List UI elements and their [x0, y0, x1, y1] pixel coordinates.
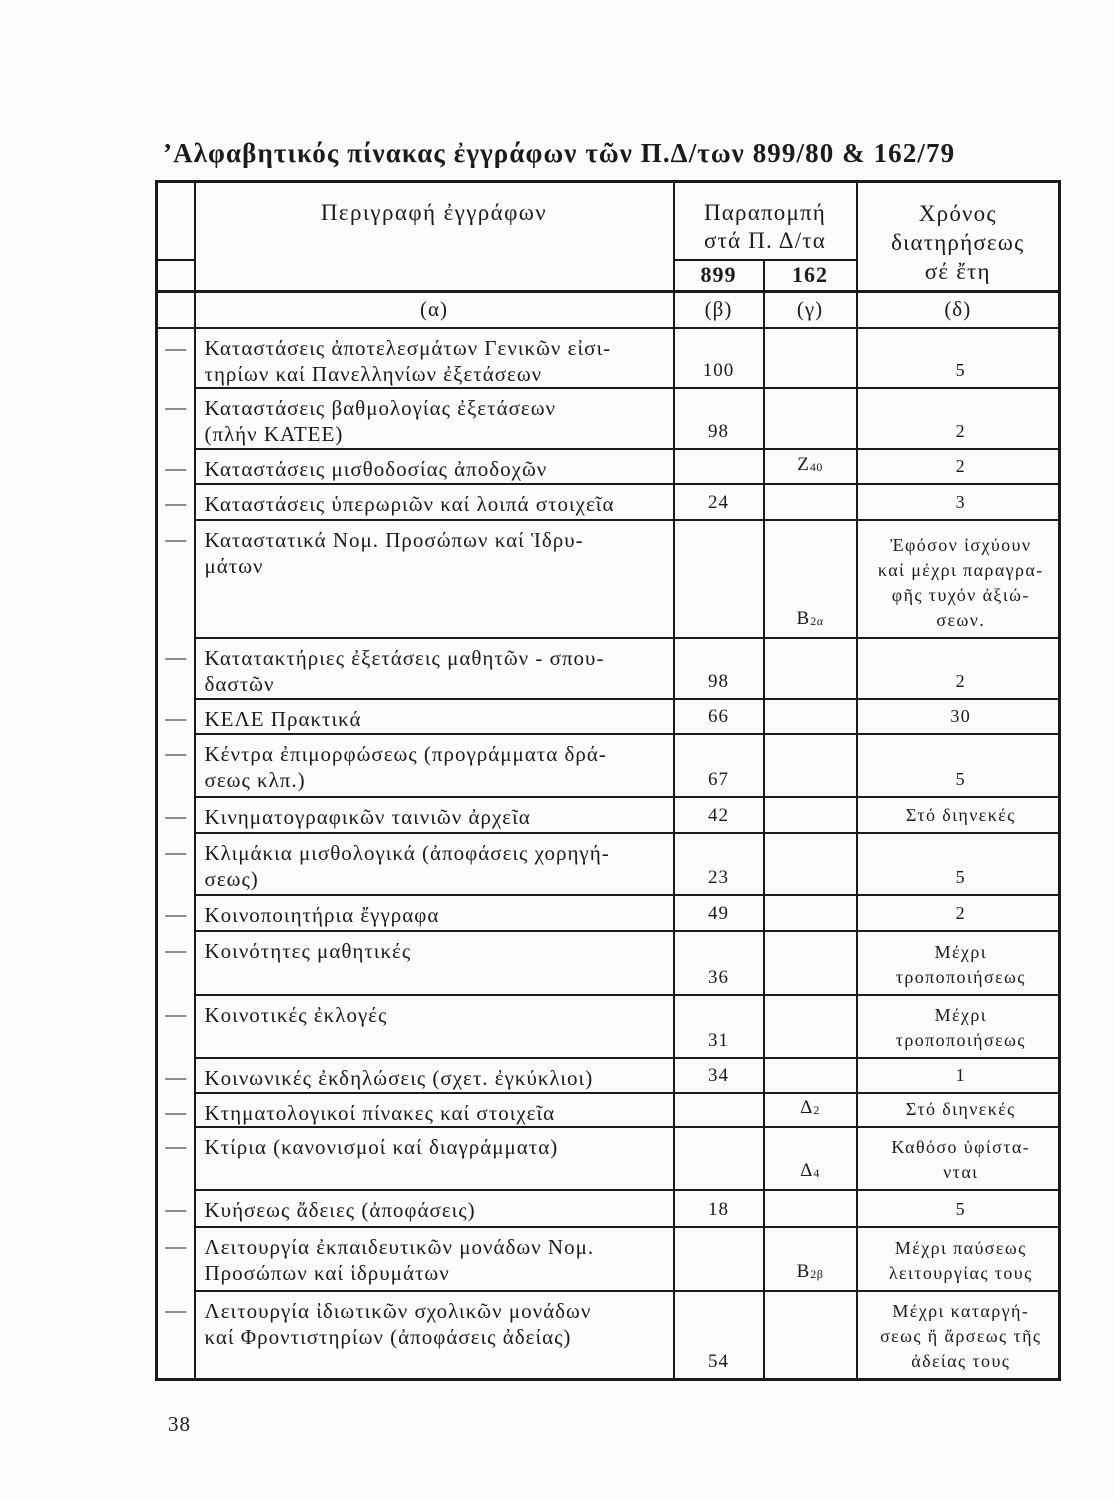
description-line: μάτων: [204, 553, 264, 578]
retention-line: 5: [955, 866, 966, 887]
ref-162-letter: Ζ: [797, 453, 810, 475]
ref-162-value: [764, 388, 857, 449]
ref-162-value: [764, 328, 857, 388]
retention-line: 1: [955, 1064, 966, 1085]
retention-cell: [857, 699, 1060, 734]
ref-899-value: [674, 1093, 764, 1127]
header-dash-cell: [157, 292, 195, 328]
description-line: σεως): [204, 866, 259, 891]
retention-cell: [857, 895, 1060, 931]
page-number: 38: [168, 1412, 191, 1436]
retention-line: 3: [955, 491, 966, 512]
retention-line: Μέχρι: [934, 941, 987, 962]
ref-899-value: [674, 520, 764, 638]
ref-162-subscript: 4: [813, 1165, 820, 1180]
ref-162-value: [764, 734, 857, 797]
label-b: (β): [674, 292, 764, 328]
description-line: Κυήσεως ἄδειες (ἀποφάσεις): [204, 1197, 476, 1222]
retention-cell: [857, 328, 1060, 388]
ref-162-value: [764, 895, 857, 931]
retention-line: ἀδείας τους: [911, 1351, 1011, 1371]
ref-162-letter: Δ: [800, 1096, 814, 1118]
label-d: (δ): [857, 292, 1060, 328]
retention-cell: [857, 1227, 1060, 1291]
retention-cell: [857, 931, 1060, 995]
ref-162-value: [764, 1190, 857, 1227]
retention-cell: [857, 734, 1060, 797]
ref-162-letter: Δ: [800, 1159, 814, 1181]
description-cell: [195, 1127, 674, 1190]
row-dash: —: [157, 895, 195, 931]
retention-line: καί μέχρι παραγρα-: [877, 559, 1044, 580]
retention-line: Καθόσο ὑφίστα-: [891, 1136, 1031, 1157]
retention-line: 2: [955, 455, 966, 476]
header-description: [195, 182, 674, 292]
description-cell: [195, 328, 674, 388]
description-cell: [195, 995, 674, 1058]
description-line: Λειτουργία ἐκπαιδευτικῶν μονάδων Νομ.: [204, 1234, 595, 1259]
row-dash: —: [157, 638, 195, 699]
header-retention-line: Χρόνος: [918, 201, 997, 226]
ref-899-value: [674, 1127, 764, 1190]
ref-162-value: [764, 797, 857, 833]
row-dash: —: [157, 484, 195, 520]
retention-cell: [857, 1093, 1060, 1127]
ref-899-value: 31: [674, 995, 764, 1058]
description-line: Καταστάσεις μισθοδοσίας ἀποδοχῶν: [204, 456, 548, 481]
ref-899-value: 54: [674, 1291, 764, 1380]
retention-line: φῆς τυχόν ἀξιώ-: [891, 584, 1030, 605]
ref-899-value: 66: [674, 699, 764, 734]
label-a: (α): [195, 292, 674, 328]
description-cell: [195, 1058, 674, 1093]
table-row: [157, 328, 1060, 388]
description-cell: [195, 388, 674, 449]
ref-162-value: [764, 1127, 857, 1190]
ref-162-subscript: 40: [809, 459, 823, 474]
header-row: [157, 182, 1060, 260]
retention-line: τροποποιήσεως: [895, 966, 1026, 987]
table-row: [157, 699, 1060, 734]
description-cell: [195, 520, 674, 638]
ref-899-value: 100: [674, 328, 764, 388]
label-c: (γ): [764, 292, 857, 328]
description-line: δαστῶν: [204, 671, 275, 696]
ref-162-value: [764, 995, 857, 1058]
row-dash: —: [157, 699, 195, 734]
ref-162-letter: Β: [796, 607, 811, 629]
ref-162-value: [764, 1291, 857, 1380]
ref-162-value: [764, 833, 857, 895]
ref-162-letter: Β: [796, 1260, 811, 1282]
row-dash: —: [157, 328, 195, 388]
description-line: ΚΕΛΕ Πρακτικά: [204, 706, 362, 731]
header-description-label: Περιγραφή ἐγγράφων: [320, 200, 548, 225]
description-line: Καταστατικά Νομ. Προσώπων καί Ἱδρυ-: [204, 527, 584, 552]
row-dash: —: [157, 797, 195, 833]
header-dash-cell: [157, 260, 195, 292]
retention-line: σεων.: [936, 609, 986, 630]
table-row: [157, 520, 1060, 638]
table-row: [157, 1291, 1060, 1380]
row-dash: —: [157, 833, 195, 895]
retention-line: Μέχρι παύσεως: [894, 1237, 1027, 1258]
description-line: Κοινοτικές ἐκλογές: [204, 1002, 388, 1027]
description-line: Κέντρα ἐπιμορφώσεως (προγράμματα δρά-: [204, 741, 607, 766]
description-cell: [195, 449, 674, 484]
retention-line: 30: [950, 705, 972, 726]
retention-line: Ἐφόσον ἰσχύουν: [890, 534, 1032, 555]
retention-cell: [857, 520, 1060, 638]
retention-line: 5: [955, 359, 966, 380]
ref-162-value: [764, 699, 857, 734]
retention-cell: [857, 995, 1060, 1058]
table-row: [157, 1127, 1060, 1190]
page-title: ’Αλφαβητικός πίνακας ἐγγράφων τῶν Π.Δ/των 899/80 & 162/79: [163, 138, 956, 168]
description-line: Κατατακτήριες ἐξετάσεις μαθητῶν - σπου-: [204, 645, 605, 670]
row-dash: —: [157, 1127, 195, 1190]
retention-line: λειτουργίας τους: [888, 1262, 1033, 1283]
ref-899-value: 67: [674, 734, 764, 797]
ref-162-value: [764, 1058, 857, 1093]
header-col-162: 162: [764, 260, 857, 292]
retention-cell: [857, 1291, 1060, 1380]
table-row: [157, 734, 1060, 797]
retention-line: 2: [955, 902, 966, 923]
ref-162-value: [764, 449, 857, 484]
retention-line: Μέχρι καταργή-: [892, 1301, 1030, 1321]
description-cell: [195, 797, 674, 833]
description-line: Λειτουργία ἰδιωτικῶν σχολικῶν μονάδων: [204, 1298, 592, 1323]
description-line: καί Φροντιστηρίων (ἀποφάσεις ἀδείας): [204, 1324, 572, 1349]
retention-line: σεως ἤ ἄρσεως τῆς: [880, 1326, 1042, 1346]
ref-899-value: 42: [674, 797, 764, 833]
description-line: Καταστάσεις βαθμολογίας ἐξετάσεων: [204, 395, 557, 420]
description-cell: [195, 833, 674, 895]
ref-162-subscript: 2α: [810, 613, 824, 628]
description-line: Κοινότητες μαθητικές: [204, 938, 412, 963]
description-line: Κινηματογραφικῶν ταινιῶν ἀρχεῖα: [204, 804, 531, 829]
retention-cell: [857, 833, 1060, 895]
retention-cell: [857, 797, 1060, 833]
header-retention-line: σέ ἔτη: [924, 259, 991, 284]
row-dash: —: [157, 995, 195, 1058]
retention-cell: [857, 388, 1060, 449]
description-cell: [195, 638, 674, 699]
ref-899-value: 49: [674, 895, 764, 931]
retention-line: Στό διηνεκές: [905, 1098, 1016, 1119]
row-dash: —: [157, 1291, 195, 1380]
retention-line: 2: [955, 420, 966, 441]
ref-162-value: [764, 1093, 857, 1127]
retention-line: 2: [955, 670, 966, 691]
retention-line: 5: [955, 768, 966, 789]
description-cell: [195, 931, 674, 995]
table-row: [157, 388, 1060, 449]
description-line: Καταστάσεις ὑπερωριῶν καί λοιπά στοιχεῖα: [204, 491, 615, 516]
row-dash: —: [157, 1058, 195, 1093]
description-line: Κλιμάκια μισθολογικά (ἀποφάσεις χορηγή-: [204, 840, 610, 865]
description-line: Προσώπων καί ἱδρυμάτων: [204, 1260, 450, 1285]
description-cell: [195, 484, 674, 520]
table-row: [157, 1227, 1060, 1291]
table-row: [157, 449, 1060, 484]
retention-line: Μέχρι: [934, 1004, 987, 1025]
description-line: Κτηματολογικοί πίνακες καί στοιχεῖα: [204, 1100, 556, 1125]
retention-line: νται: [943, 1161, 979, 1182]
description-line: σεως κλπ.): [204, 767, 306, 792]
ref-899-value: 18: [674, 1190, 764, 1227]
ref-899-value: [674, 449, 764, 484]
description-cell: [195, 895, 674, 931]
ref-899-value: 98: [674, 388, 764, 449]
description-cell: [195, 1093, 674, 1127]
ref-162-value: [764, 931, 857, 995]
description-line: (πλήν ΚΑΤΕΕ): [204, 421, 344, 446]
description-cell: [195, 1227, 674, 1291]
description-cell: [195, 699, 674, 734]
table-row: [157, 931, 1060, 995]
description-line: Κτίρια (κανονισμοί καί διαγράμματα): [204, 1134, 559, 1159]
ref-162-value: [764, 520, 857, 638]
row-dash: —: [157, 520, 195, 638]
table-row: [157, 833, 1060, 895]
row-dash: —: [157, 734, 195, 797]
ref-899-value: 24: [674, 484, 764, 520]
ref-162-subscript: 2: [813, 1102, 820, 1117]
retention-cell: [857, 638, 1060, 699]
header-retention-line: διατηρήσεως: [891, 230, 1025, 255]
header-labels-row: [157, 292, 1060, 328]
description-cell: [195, 1190, 674, 1227]
ref-899-value: 23: [674, 833, 764, 895]
table-row: [157, 638, 1060, 699]
row-dash: —: [157, 1093, 195, 1127]
retention-cell: [857, 449, 1060, 484]
row-dash: —: [157, 449, 195, 484]
ref-162-value: [764, 638, 857, 699]
description-line: τηρίων καί Πανελληνίων ἐξετάσεων: [204, 361, 543, 386]
ref-162-subscript: 2β: [810, 1266, 824, 1281]
description-line: Καταστάσεις ἀποτελεσμάτων Γενικῶν εἰσι-: [204, 335, 612, 360]
ref-899-value: [674, 1227, 764, 1291]
retention-cell: [857, 484, 1060, 520]
row-dash: —: [157, 931, 195, 995]
description-line: Κοινοποιητήρια ἔγγραφα: [204, 902, 440, 927]
table-row: [157, 1190, 1060, 1227]
retention-line: 5: [955, 1198, 966, 1219]
ref-162-value: [764, 484, 857, 520]
header-reference-line: στά Π. Δ/τα: [704, 228, 826, 253]
header-dash-cell: [157, 182, 195, 260]
ref-899-value: 34: [674, 1058, 764, 1093]
description-line: Κοινωνικές ἐκδηλώσεις (σχετ. ἐγκύκλιοι): [204, 1065, 594, 1090]
header-col-899: 899: [674, 260, 764, 292]
documents-table: [155, 180, 1061, 1381]
row-dash: —: [157, 1190, 195, 1227]
header-reference: [674, 182, 857, 260]
retention-line: τροποποιήσεως: [895, 1029, 1026, 1050]
retention-cell: [857, 1190, 1060, 1227]
table-row: [157, 995, 1060, 1058]
description-cell: [195, 1291, 674, 1380]
description-cell: [195, 734, 674, 797]
header-reference-line: Παραπομπή: [703, 200, 827, 225]
header-retention: [857, 182, 1060, 292]
retention-cell: [857, 1058, 1060, 1093]
table-row: [157, 895, 1060, 931]
table-row: [157, 484, 1060, 520]
table-row: [157, 1093, 1060, 1127]
retention-line: Στό διηνεκές: [905, 804, 1016, 825]
row-dash: —: [157, 1227, 195, 1291]
ref-162-value: [764, 1227, 857, 1291]
table-row: [157, 797, 1060, 833]
ref-899-value: 36: [674, 931, 764, 995]
table-row: [157, 1058, 1060, 1093]
retention-cell: [857, 1127, 1060, 1190]
row-dash: —: [157, 388, 195, 449]
ref-899-value: 98: [674, 638, 764, 699]
